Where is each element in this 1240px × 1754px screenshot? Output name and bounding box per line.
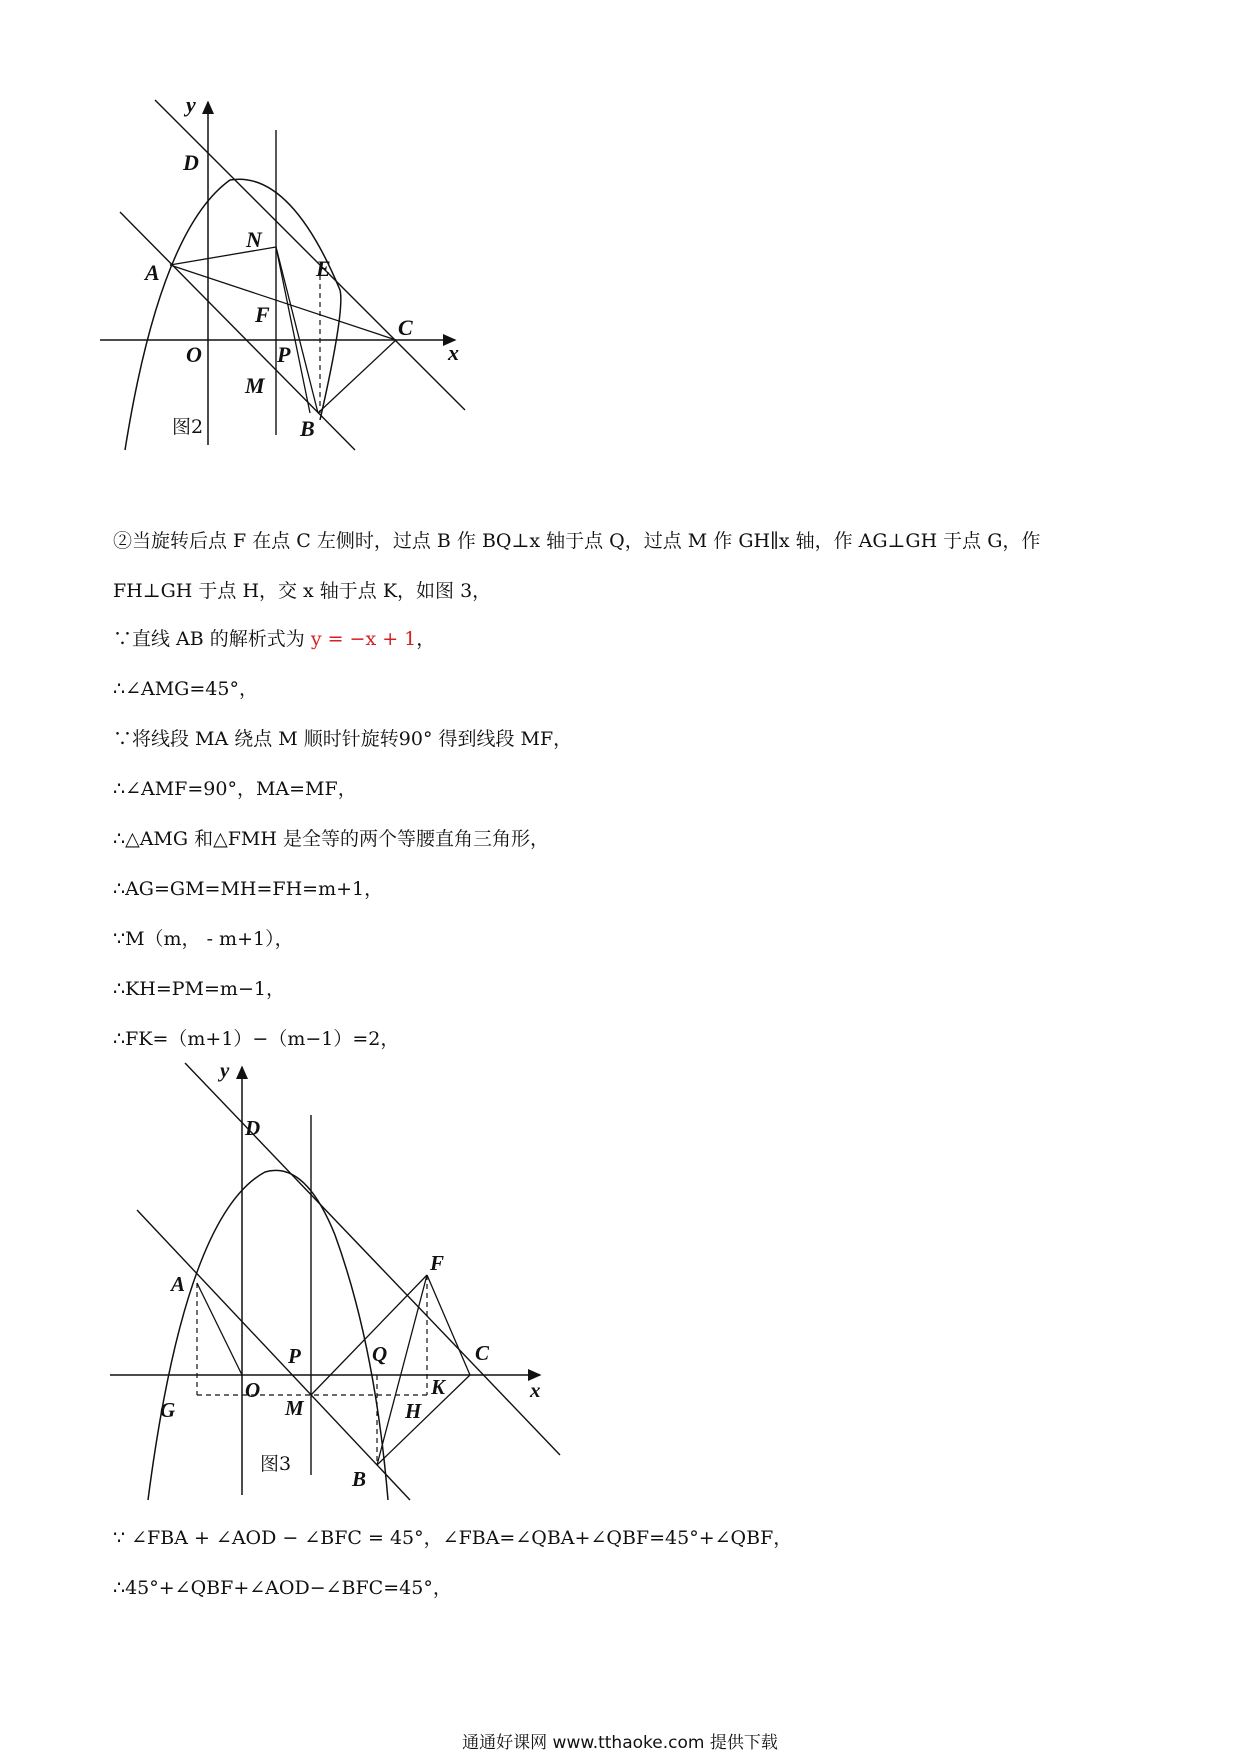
- figure-3-svg: [105, 1055, 565, 1515]
- label-g: G: [160, 1398, 176, 1422]
- text-line-3-pre: ∵直线 AB 的解析式为: [113, 628, 311, 650]
- text-line-1: ②当旋转后点 F 在点 C 左侧时，过点 B 作 BQ⊥x 轴于点 Q，过点 M 作 GH∥x 轴，作 AG⊥GH 于点 G，作: [113, 530, 1041, 552]
- label-h: H: [405, 1399, 422, 1423]
- label-o: O: [245, 1378, 261, 1402]
- label-b: B: [300, 416, 315, 441]
- parabola: [125, 179, 341, 450]
- label-k: K: [431, 1375, 446, 1399]
- formula-ab: y = −x + 1: [310, 628, 417, 650]
- text-line-3-post: ，: [416, 628, 436, 650]
- label-b: B: [352, 1467, 367, 1491]
- figure-2-caption: 图2: [172, 416, 204, 438]
- text-line-2: FH⊥GH 于点 H，交 x 轴于点 K，如图 3，: [113, 580, 492, 602]
- text-line-12: ∵ ∠FBA + ∠AOD − ∠BFC = 45°，∠FBA=∠QBA+∠QBF=45°+∠QBF，: [113, 1527, 793, 1549]
- figure-segment: [377, 1375, 470, 1465]
- figure-segment: [311, 1275, 427, 1395]
- text-line-11: ∴FK=（m+1）−（m−1）=2，: [113, 1028, 400, 1050]
- label-a: A: [171, 1272, 186, 1296]
- label-p: P: [288, 1344, 301, 1368]
- figure-2-svg: [100, 90, 520, 510]
- figure-segment: [276, 247, 318, 413]
- label-x: x: [530, 1378, 541, 1402]
- label-d: D: [245, 1116, 261, 1140]
- figure-segment: [427, 1275, 470, 1375]
- label-q: Q: [372, 1342, 388, 1366]
- label-c: C: [398, 315, 413, 340]
- label-y: y: [186, 92, 196, 117]
- label-d: D: [183, 150, 199, 175]
- label-a: A: [145, 260, 160, 285]
- text-line-6: ∴∠AMF=90°，MA=MF，: [113, 778, 357, 800]
- footer: 通通好课网 www.tthaoke.com 提供下载: [462, 1733, 778, 1753]
- label-f: F: [430, 1251, 445, 1275]
- text-line-5: ∵将线段 MA 绕点 M 顺时针旋转90° 得到线段 MF，: [113, 728, 573, 750]
- label-p: P: [277, 342, 291, 367]
- figure-3: [105, 1055, 565, 1515]
- label-m: M: [245, 373, 265, 398]
- parabola: [148, 1170, 388, 1500]
- figure-segment: [377, 1275, 427, 1465]
- text-line-9: ∵M（m， - m+1），: [113, 928, 294, 950]
- text-line-8: ∴AG=GM=MH=FH=m+1，: [113, 878, 384, 900]
- label-c: C: [475, 1341, 490, 1365]
- text-line-10: ∴KH=PM=m−1，: [113, 978, 285, 1000]
- text-line-13: ∴45°+∠QBF+∠AOD−∠BFC=45°，: [113, 1577, 452, 1599]
- label-m: M: [285, 1396, 304, 1420]
- label-n: N: [246, 227, 262, 252]
- label-x: x: [448, 340, 459, 365]
- label-e: E: [316, 256, 331, 281]
- label-f: F: [255, 302, 270, 327]
- label-y: y: [220, 1058, 230, 1082]
- figure-3-caption: 图3: [260, 1453, 292, 1475]
- label-o: O: [186, 342, 202, 367]
- text-line-7: ∴△AMG 和△FMH 是全等的两个等腰直角三角形，: [113, 828, 549, 850]
- text-line-4: ∴∠AMG=45°，: [113, 678, 258, 700]
- figure-2: [100, 90, 520, 510]
- text-line-3: [113, 626, 435, 652]
